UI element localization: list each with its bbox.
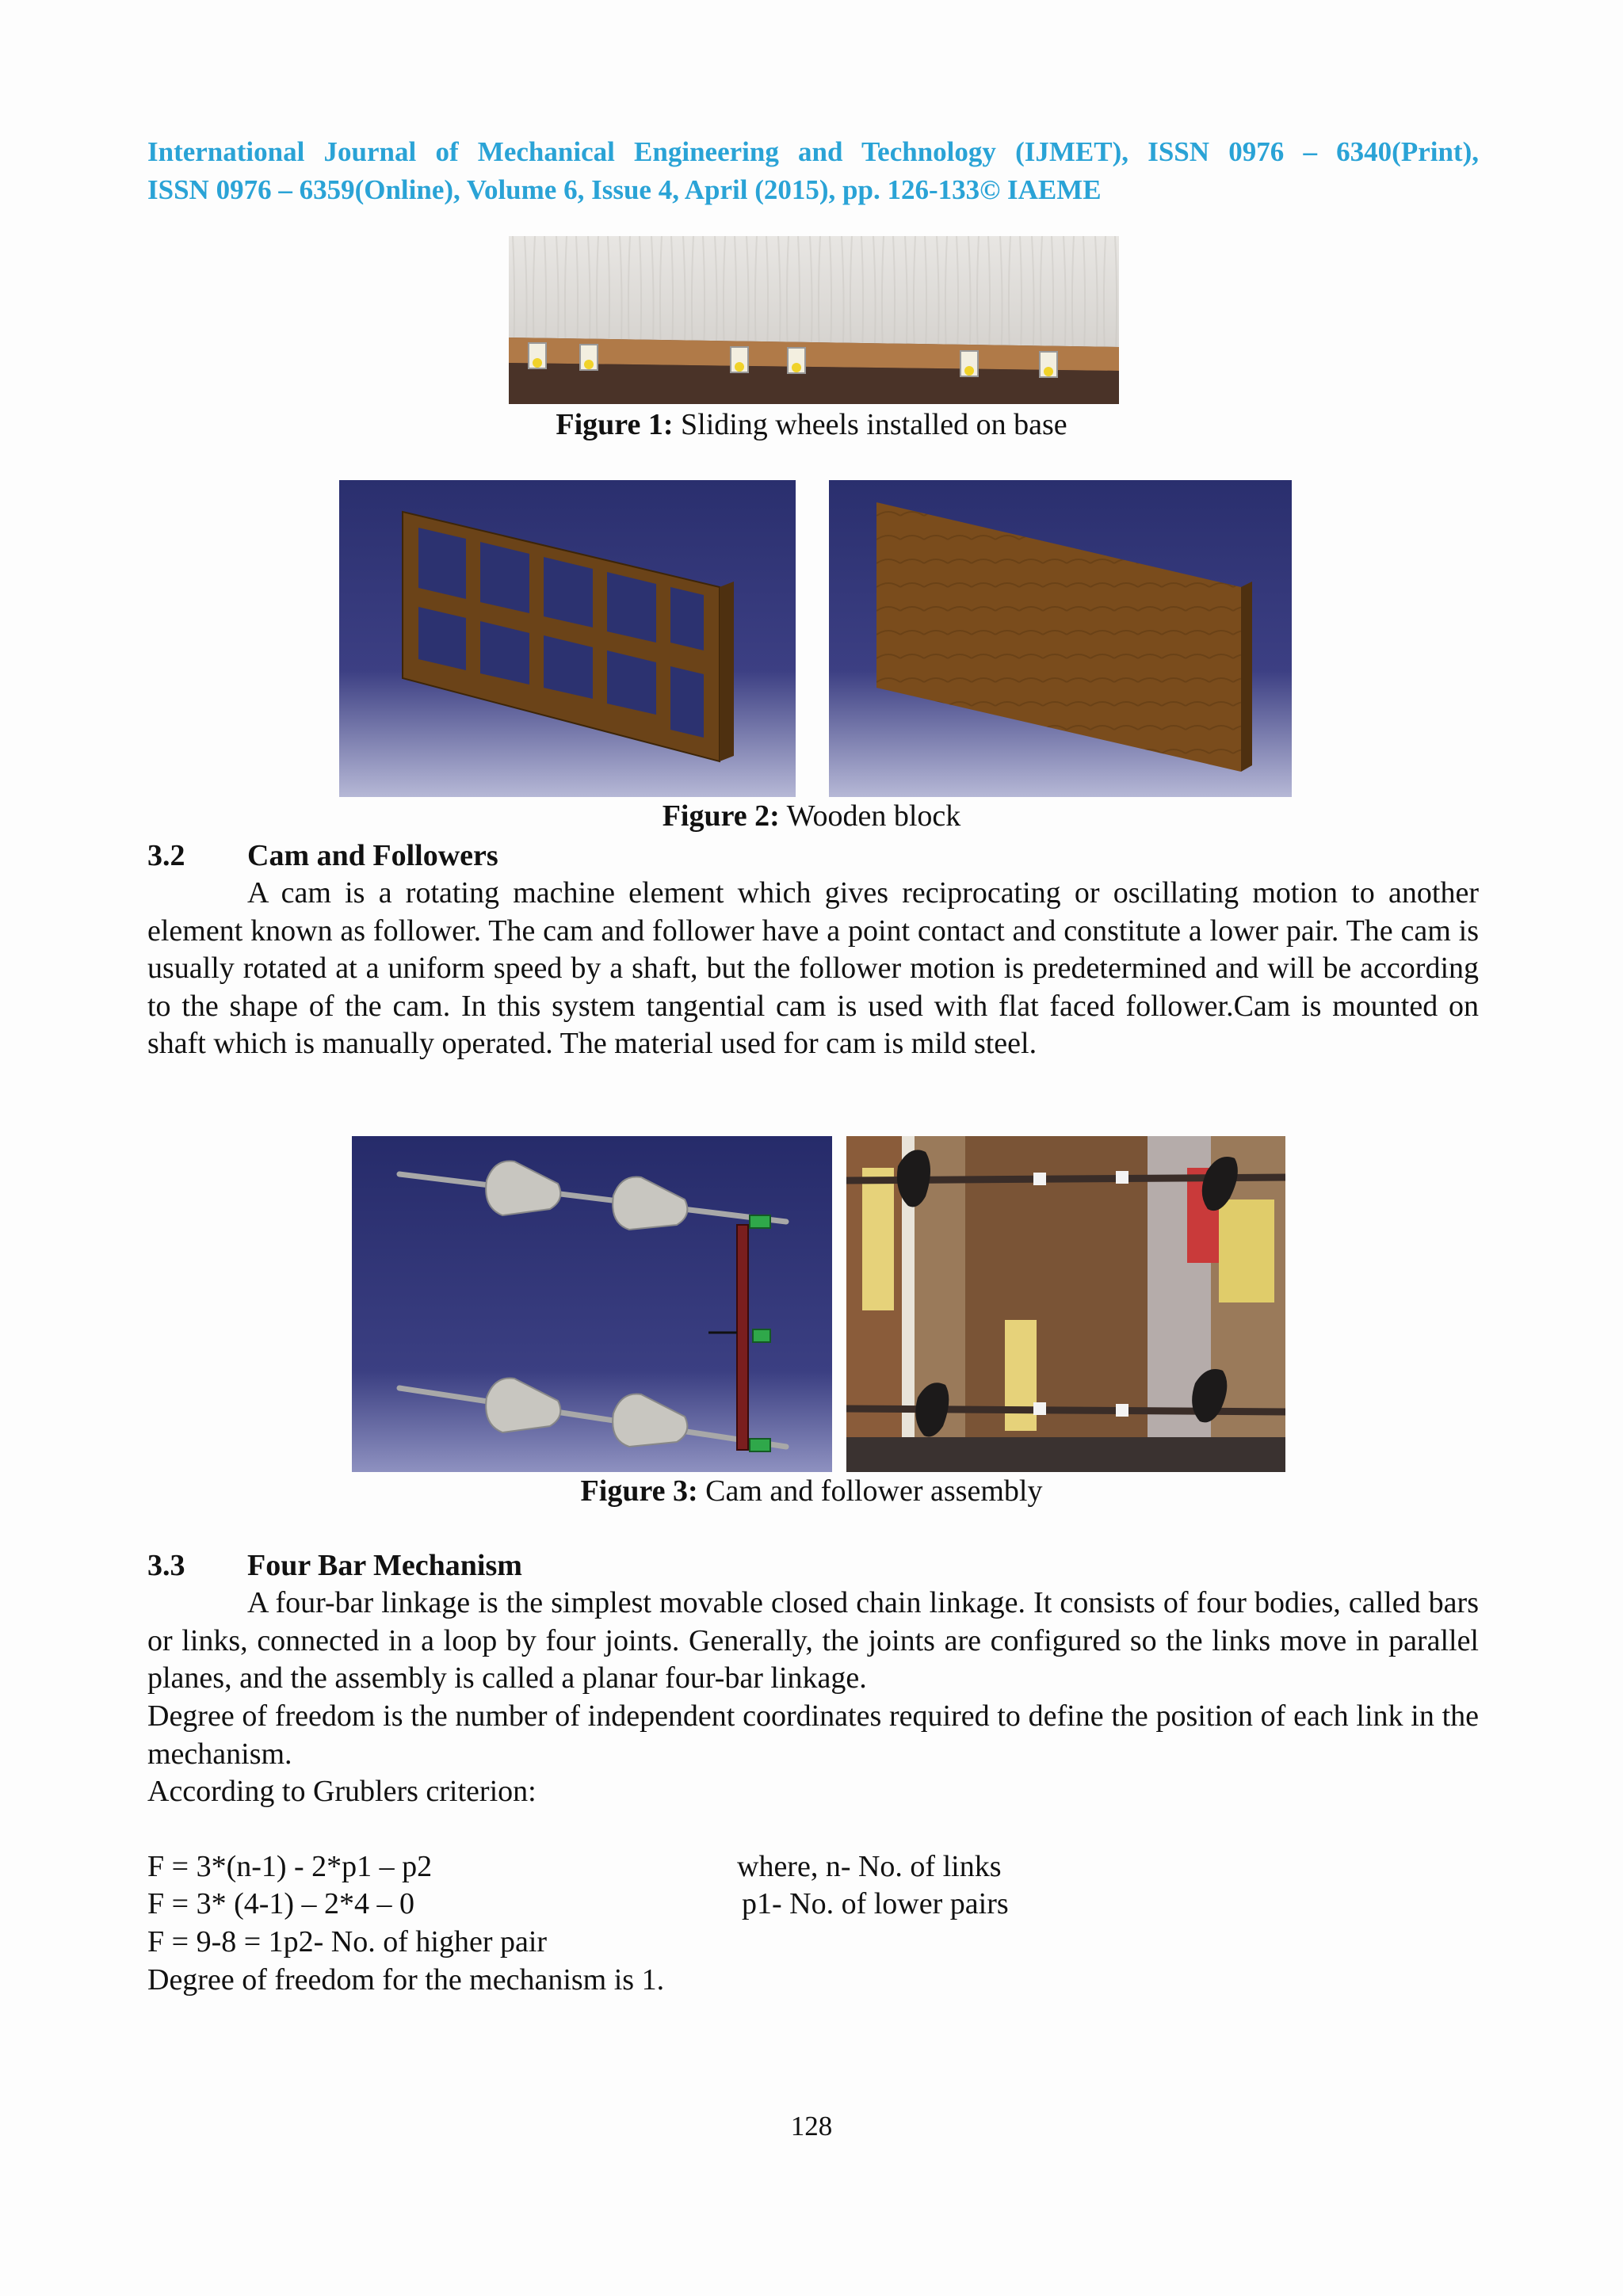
grubler-criterion-text: According to Grublers criterion: xyxy=(147,1775,537,1808)
figure3-text: Cam and follower assembly xyxy=(697,1474,1043,1508)
section-3-3-title: Four Bar Mechanism xyxy=(247,1549,522,1582)
section-3-3-number: 3.3 xyxy=(147,1549,185,1582)
equation-line-1: F = 3*(n-1) - 2*p1 – p2 xyxy=(147,1850,433,1883)
section-3-2-title: Cam and Followers xyxy=(247,839,498,872)
figure3-cad-image xyxy=(352,1136,832,1472)
section-3-3-paragraph-2: Degree of freedom is the number of independent coordinates required to define the position of each link in the mechanism. xyxy=(147,1699,1479,1771)
conclusion-text: Degree of freedom for the mechanism is 1. xyxy=(147,1963,665,1997)
figure2-caption xyxy=(0,799,1623,833)
journal-header-line1: International Journal of Mechanical Engineering and Technology (IJMET), ISSN 0976 – 6340(Print), xyxy=(147,136,1479,167)
journal-header-line2: ISSN 0976 – 6359(Online), Volume 6, Issue 4, April (2015), pp. 126-133© IAEME xyxy=(147,174,1102,205)
section-3-2-heading xyxy=(147,838,498,873)
figure1-image xyxy=(509,236,1119,404)
equation-line-3: F = 9-8 = 1p2- No. of higher pair xyxy=(147,1925,548,1958)
figure1-text: Sliding wheels installed on base xyxy=(673,408,1067,441)
figure2-frame-image xyxy=(339,480,796,797)
figure1-label: Figure 1: xyxy=(556,408,674,441)
page-number: 128 xyxy=(790,2111,833,2142)
figure3-label: Figure 3: xyxy=(580,1474,698,1508)
figure2-label: Figure 2: xyxy=(662,799,780,833)
section-3-3-paragraph-1: A four-bar linkage is the simplest movable closed chain linkage. It consists of four bodies, called bars or links, connected in a loop by four joints. Generally, the joints are configured so the links move in parallel planes, and the assembly is called a planar four-bar linkage. xyxy=(147,1586,1479,1695)
figure2-panel-image xyxy=(829,480,1292,797)
journal-header xyxy=(147,133,1479,209)
section-3-2-number: 3.2 xyxy=(147,839,185,872)
section-3-2-paragraph: A cam is a rotating machine element which gives reciprocating or oscillating motion to another element known as follower. The cam and follower have a point contact and constitute a lower pair. The cam is usually rotated at a uniform speed by a shaft, but the follower motion is predetermined and will be according to the shape of the cam. In this system tangential cam is used with flat faced follower.Cam is mounted on shaft which is manually operated. The material used for cam is mild steel. xyxy=(147,876,1479,1060)
figure1-caption xyxy=(0,407,1623,442)
section-3-3-heading xyxy=(147,1548,522,1583)
equation-line-2: F = 3* (4-1) – 2*4 – 0 xyxy=(147,1887,415,1920)
figure3-caption xyxy=(0,1474,1623,1508)
where-line-1: where, n- No. of links xyxy=(737,1850,1002,1883)
figure2-text: Wooden block xyxy=(779,799,961,833)
figure3-photo-image xyxy=(846,1136,1285,1472)
where-line-2: p1- No. of lower pairs xyxy=(742,1887,1009,1920)
